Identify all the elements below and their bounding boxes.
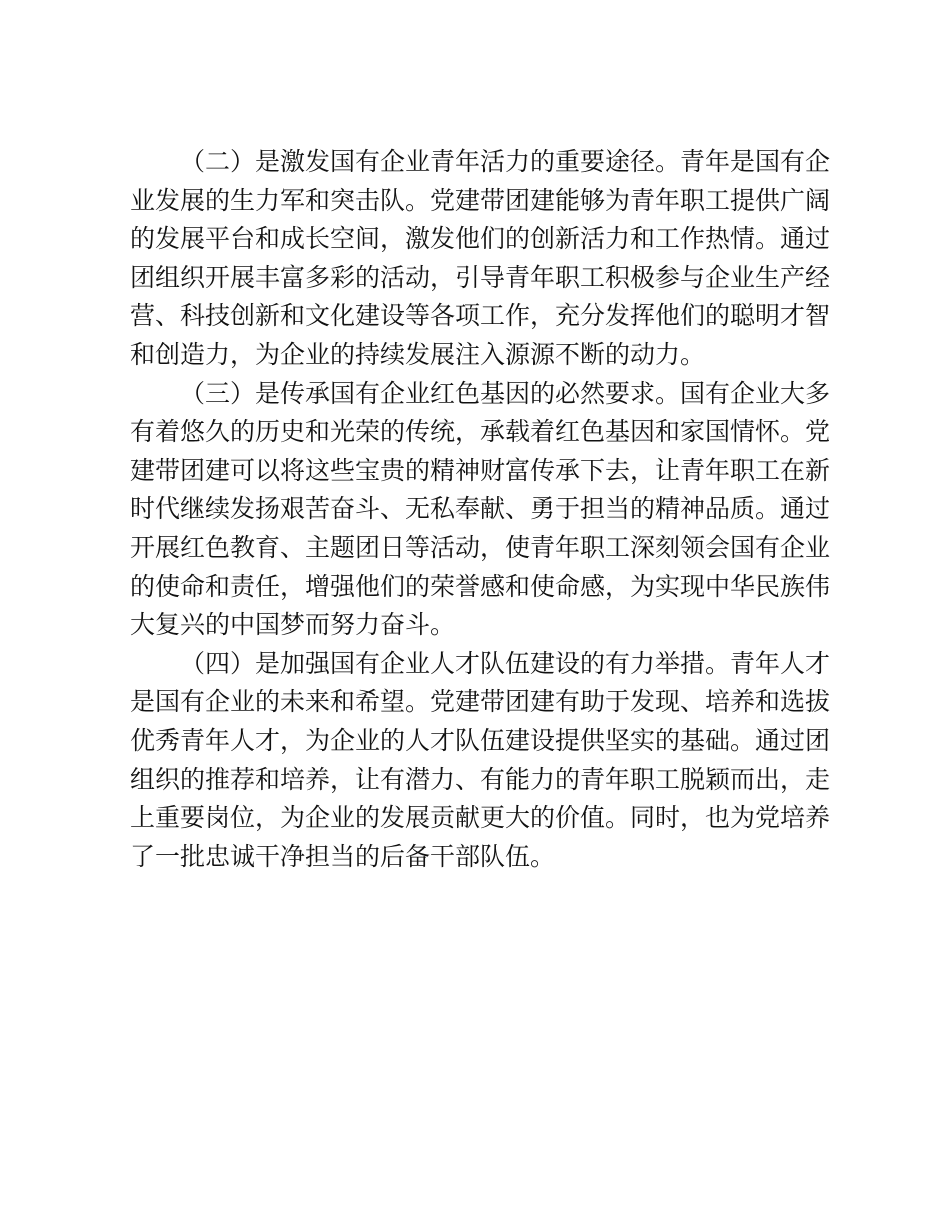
text-line: 开展红色教育、主题团日等活动，使青年职工深刻领会国有企业 xyxy=(130,532,831,562)
text-line: （四）是加强国有企业人才队伍建设的有力举措。青年人才 xyxy=(180,648,831,678)
text-line: 优秀青年人才，为企业的人才队伍建设提供坚实的基础。通过团 xyxy=(130,725,831,755)
paragraph-4 xyxy=(130,645,831,877)
text-line: 时代继续发扬艰苦奋斗、无私奉献、勇于担当的精神品质。通过 xyxy=(130,494,831,524)
text-line: 营、科技创新和文化建设等各项工作，充分发挥他们的聪明才智 xyxy=(130,301,831,331)
text-line: 团组织开展丰富多彩的活动，引导青年职工积极参与企业生产经 xyxy=(130,262,831,292)
text-line: （三）是传承国有企业红色基因的必然要求。国有企业大多 xyxy=(180,378,831,408)
text-line: 了一批忠诚干净担当的后备干部队伍。 xyxy=(130,841,556,871)
text-line: 是国有企业的未来和希望。党建带团建有助于发现、培养和选拔 xyxy=(130,687,831,717)
text-line: 大复兴的中国梦而努力奋斗。 xyxy=(130,610,456,640)
text-line: 建带团建可以将这些宝贵的精神财富传承下去，让青年职工在新 xyxy=(130,455,831,485)
text-line: （二）是激发国有企业青年活力的重要途径。青年是国有企 xyxy=(180,147,831,176)
text-line: 的使命和责任，增强他们的荣誉感和使命感，为实现中华民族伟 xyxy=(130,571,831,601)
text-line: 有着悠久的历史和光荣的传统，承载着红色基因和家国情怀。党 xyxy=(130,417,831,447)
document-body xyxy=(130,143,831,876)
text-line: 业发展的生力军和突击队。党建带团建能够为青年职工提供广阔 xyxy=(130,185,831,215)
paragraph-3 xyxy=(130,375,831,645)
text-line: 上重要岗位，为企业的发展贡献更大的价值。同时，也为党培养 xyxy=(130,803,831,833)
text-line: 组织的推荐和培养，让有潜力、有能力的青年职工脱颖而出，走 xyxy=(130,764,831,794)
paragraph-2 xyxy=(130,143,831,375)
text-line: 和创造力，为企业的持续发展注入源源不断的动力。 xyxy=(130,339,706,369)
text-line: 的发展平台和成长空间，激发他们的创新活力和工作热情。通过 xyxy=(130,224,831,254)
